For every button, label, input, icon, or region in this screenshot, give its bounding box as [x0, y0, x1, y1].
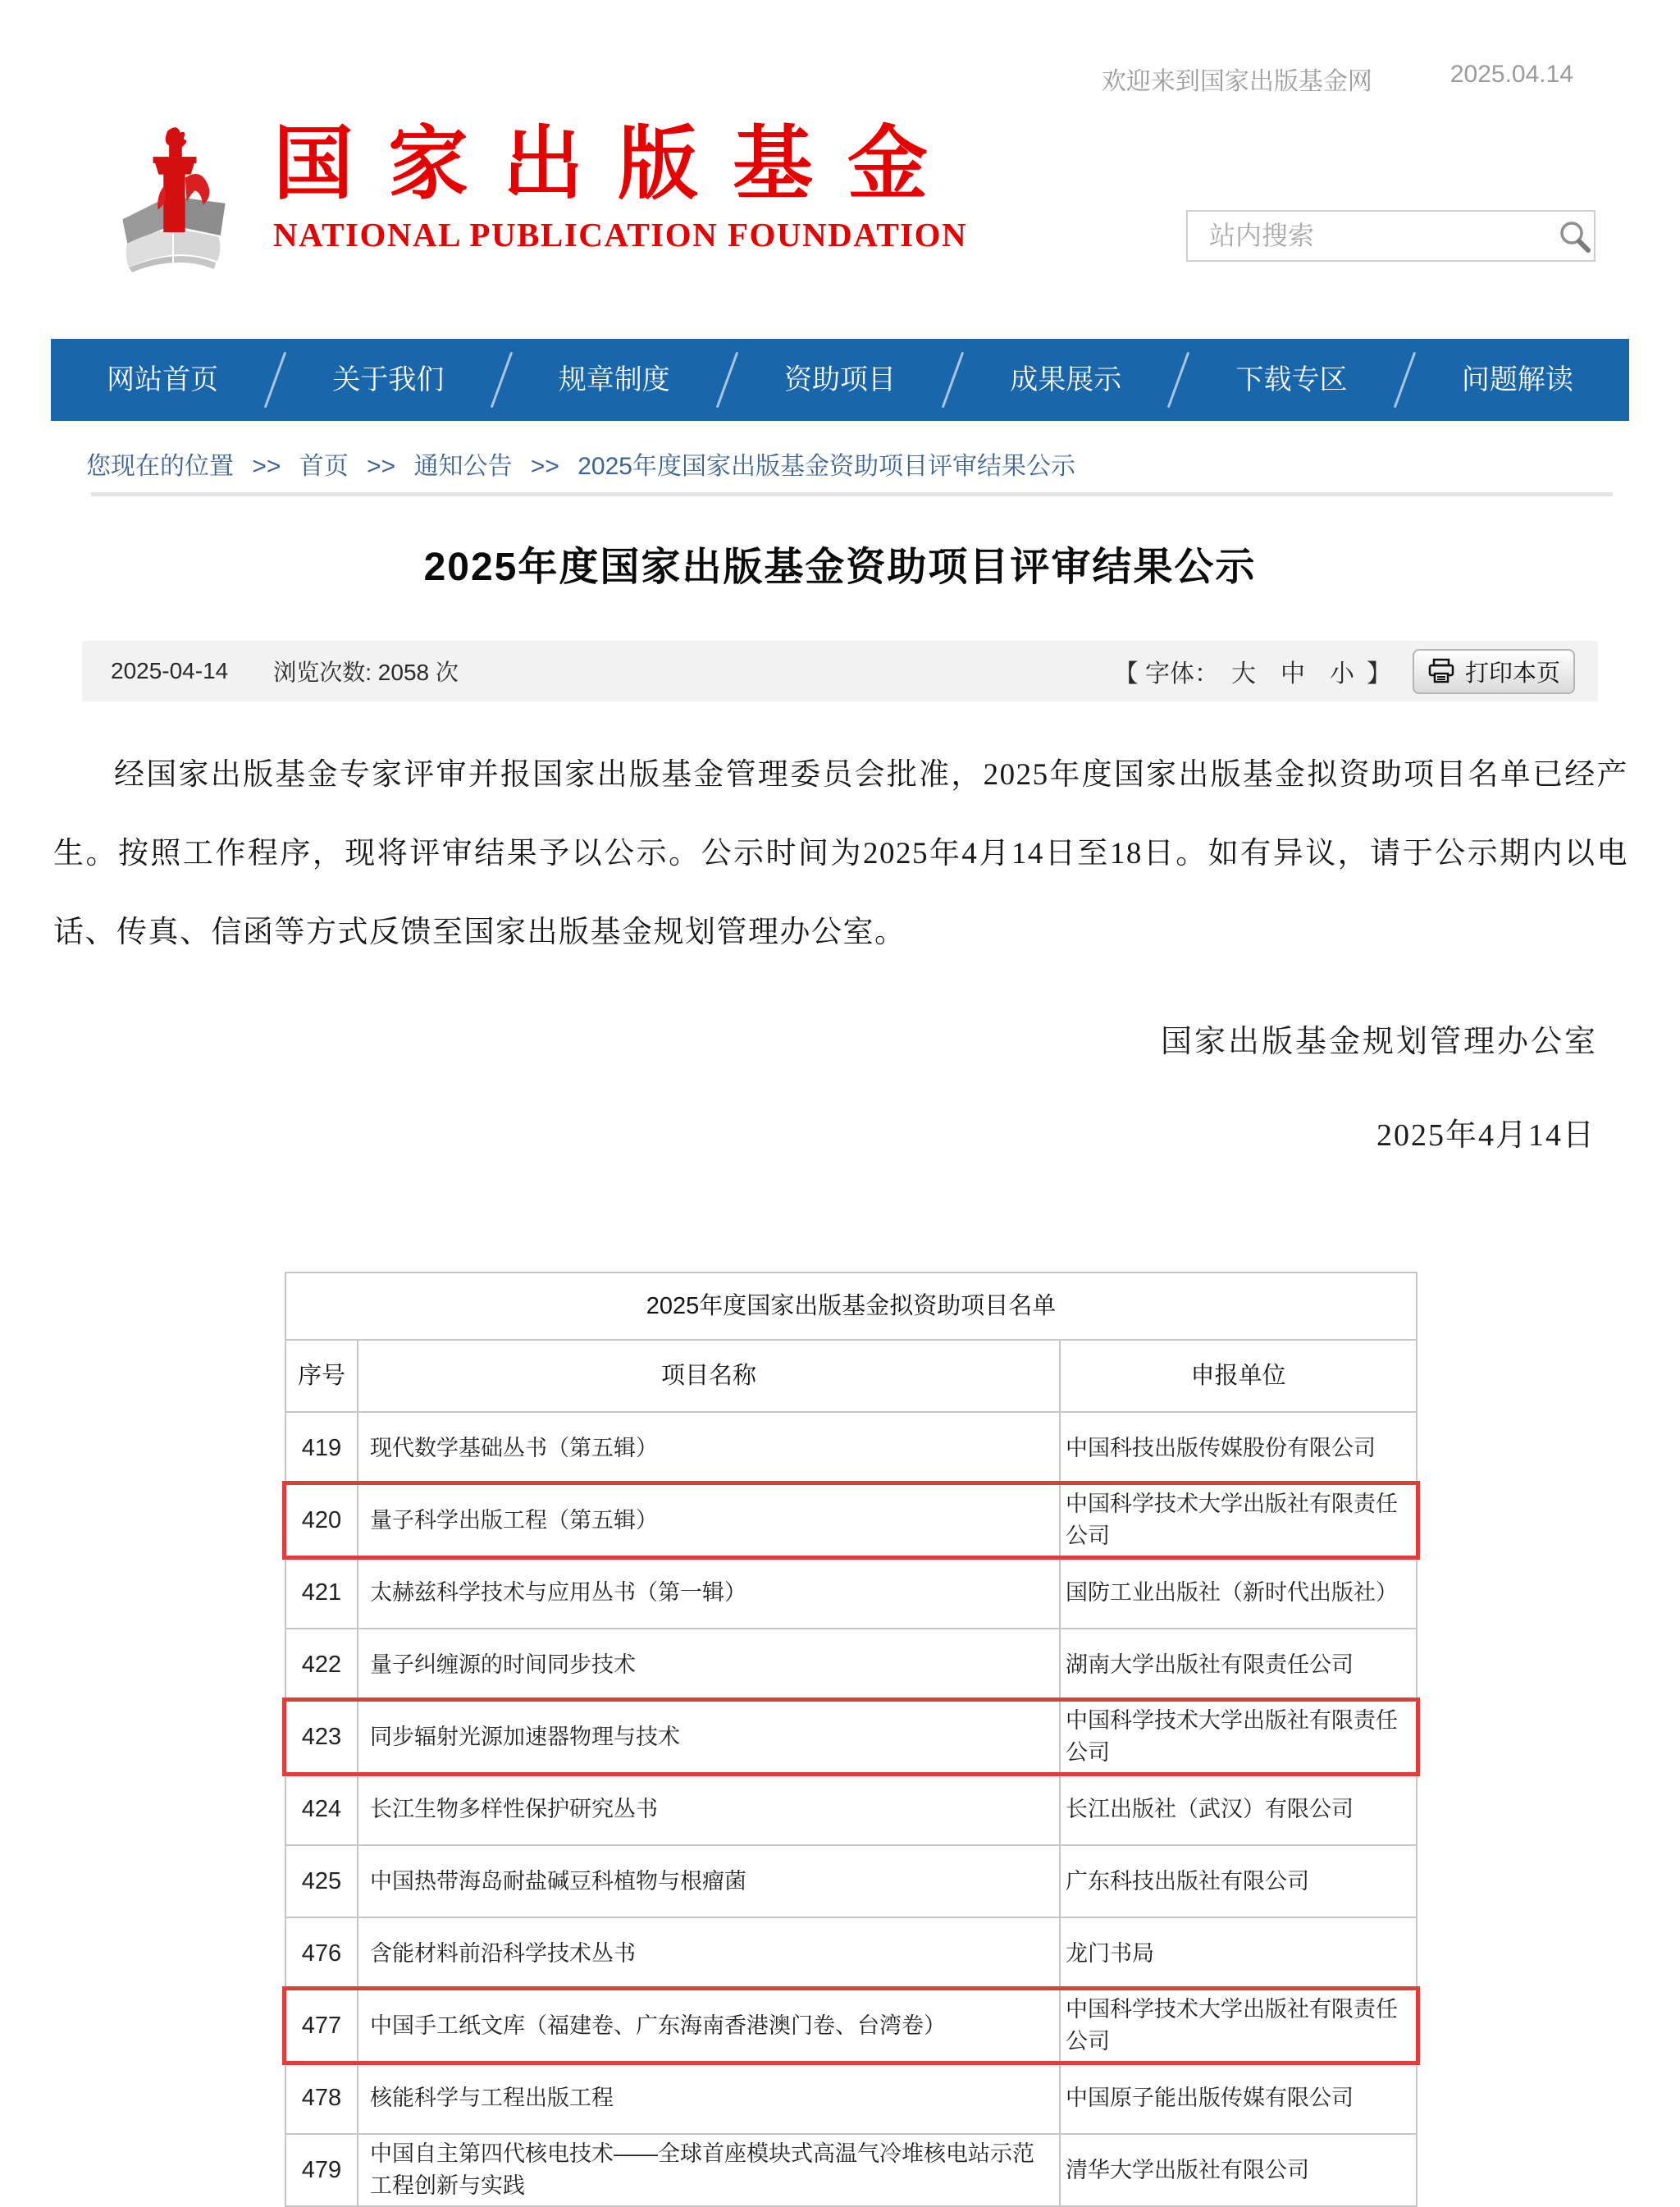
row-no: 479: [285, 2134, 358, 2206]
font-size-medium[interactable]: 中: [1280, 660, 1305, 688]
table-row: [285, 1556, 1417, 1629]
breadcrumb-home[interactable]: 首页: [299, 453, 349, 480]
meta-right: [1114, 649, 1575, 694]
view-count: 浏览次数: 2058 次: [273, 660, 459, 685]
row-no: 420: [285, 1484, 358, 1556]
table-row: [285, 1629, 1417, 1701]
breadcrumb-prefix: 您现在的位置: [86, 453, 234, 480]
article-date: 2025-04-14: [111, 658, 229, 683]
breadcrumb: [86, 446, 1075, 482]
main-nav: [51, 339, 1629, 421]
table-row: [285, 1845, 1417, 1917]
torch-book-logo-icon: [117, 121, 231, 274]
row-no: 421: [285, 1556, 358, 1629]
row-no: 424: [285, 1773, 358, 1845]
table-row: [285, 1484, 1417, 1556]
breadcrumb-separator: >>: [367, 453, 396, 480]
font-size-large[interactable]: 大: [1230, 660, 1256, 688]
row-no: 478: [285, 2062, 358, 2134]
nav-item-faq[interactable]: 问题解读: [1461, 364, 1573, 395]
table-header-row: [285, 1340, 1417, 1412]
table-body: [285, 1412, 1417, 2206]
article-meta-bar: [82, 641, 1598, 701]
font-size-small[interactable]: 小: [1329, 660, 1354, 688]
nav-item-about[interactable]: 关于我们: [332, 364, 445, 395]
row-project: 量子科学出版工程（第五辑）: [358, 1484, 1060, 1556]
breadcrumb-separator: >>: [530, 453, 559, 480]
breadcrumb-current[interactable]: 2025年度国家出版基金资助项目评审结果公示: [578, 453, 1075, 480]
column-header-org: 申报单位: [1060, 1340, 1417, 1412]
site-logo[interactable]: [117, 121, 967, 274]
welcome-text: 欢迎来到国家出版基金网: [1101, 68, 1372, 95]
row-project: 中国自主第四代核电技术——全球首座模块式高温气冷堆核电站示范工程创新与实践: [358, 2134, 1060, 2206]
table-row: [285, 2134, 1417, 2206]
breadcrumb-notices[interactable]: 通知公告: [413, 453, 513, 480]
row-org: 中国科学技术大学出版社有限责任公司: [1060, 1990, 1417, 2062]
welcome-bar: [1102, 61, 1573, 97]
column-header-no: 序号: [285, 1340, 358, 1412]
row-project: 中国热带海岛耐盐碱豆科植物与根瘤菌: [358, 1845, 1060, 1917]
row-org: 中国科技出版传媒股份有限公司: [1060, 1412, 1417, 1484]
welcome-date: 2025.04.14: [1449, 61, 1573, 88]
table-row: [285, 1773, 1417, 1845]
nav-item-home[interactable]: 网站首页: [107, 364, 219, 395]
row-no: 422: [285, 1629, 358, 1701]
signature-office: 国家出版基金规划管理办公室: [1160, 1025, 1598, 1059]
row-org: 中国科学技术大学出版社有限责任公司: [1060, 1701, 1417, 1773]
column-header-project: 项目名称: [358, 1340, 1060, 1412]
row-org: 长江出版社（武汉）有限公司: [1060, 1773, 1417, 1845]
article-body: 经国家出版基金专家评审并报国家出版基金管理委员会批准，2025年度国家出版基金拟资助项目名单已经产生。按照工作程序，现将评审结果予以公示。公示时间为2025年4月14日至18日。如有异议，请于公示期内以电话、传真、信函等方式反馈至国家出版基金规划管理办公室。: [53, 758, 1628, 949]
nav-item-achievements[interactable]: 成果展示: [1010, 364, 1122, 395]
search-icon: [1557, 218, 1593, 254]
row-project: 现代数学基础丛书（第五辑）: [358, 1412, 1060, 1484]
funded-projects-table: [285, 1272, 1418, 2207]
row-no: 476: [285, 1917, 358, 1990]
print-button[interactable]: [1413, 649, 1575, 694]
breadcrumb-separator: >>: [252, 453, 281, 480]
nav-item-downloads[interactable]: 下载专区: [1235, 364, 1348, 395]
row-project: 核能科学与工程出版工程: [358, 2062, 1060, 2134]
row-project: 长江生物多样性保护研究丛书: [358, 1773, 1060, 1845]
page-title: 2025年度国家出版基金资助项目评审结果公示: [423, 546, 1257, 589]
row-org: 广东科技出版社有限公司: [1060, 1845, 1417, 1917]
meta-left: [111, 655, 459, 688]
funded-projects-table-wrap: [285, 1272, 1416, 2207]
site-name-cn: 国家出版基金: [273, 121, 963, 209]
table-title-row: [285, 1273, 1417, 1340]
signature-date: 2025年4月14日: [1376, 1118, 1596, 1153]
row-org: 国防工业出版社（新时代出版社）: [1060, 1556, 1417, 1629]
row-project: 太赫兹科学技术与应用丛书（第一辑）: [358, 1556, 1060, 1629]
row-org: 清华大学出版社有限公司: [1060, 2134, 1417, 2206]
row-org: 中国原子能出版传媒有限公司: [1060, 2062, 1417, 2134]
row-org: 中国科学技术大学出版社有限责任公司: [1060, 1484, 1417, 1556]
row-org: 龙门书局: [1060, 1917, 1417, 1990]
nav-item-funded-projects[interactable]: 资助项目: [783, 364, 896, 395]
table-row: [285, 1990, 1417, 2062]
row-project: 含能材料前沿科学技术丛书: [358, 1917, 1060, 1990]
table-row: [285, 1412, 1417, 1484]
row-no: 419: [285, 1412, 358, 1484]
print-label: 打印本页: [1464, 660, 1560, 687]
table-row: [285, 2062, 1417, 2134]
table-row: [285, 1701, 1417, 1773]
row-org: 湖南大学出版社有限责任公司: [1060, 1629, 1417, 1701]
site-search: [1186, 210, 1596, 262]
font-size-label: 【 字体：: [1113, 660, 1219, 688]
font-size-control: [1114, 653, 1391, 689]
row-no: 423: [285, 1701, 358, 1773]
logo-text: [273, 121, 967, 254]
row-no: 425: [285, 1845, 358, 1917]
table-title: 2025年度国家出版基金拟资助项目名单: [285, 1273, 1417, 1340]
search-input[interactable]: [1188, 220, 1555, 252]
row-project: 中国手工纸文库（福建卷、广东海南香港澳门卷、台湾卷）: [358, 1990, 1060, 2062]
printer-icon: [1427, 658, 1455, 684]
row-project: 量子纠缠源的时间同步技术: [358, 1629, 1060, 1701]
font-size-label-close: 】: [1366, 660, 1391, 688]
table-row: [285, 1917, 1417, 1990]
site-name-en: NATIONAL PUBLICATION FOUNDATION: [273, 215, 968, 254]
search-button[interactable]: [1555, 212, 1594, 260]
row-project: 同步辐射光源加速器物理与技术: [358, 1701, 1060, 1773]
section-divider: [91, 492, 1613, 496]
row-no: 477: [285, 1990, 358, 2062]
nav-item-rules[interactable]: 规章制度: [558, 364, 670, 395]
